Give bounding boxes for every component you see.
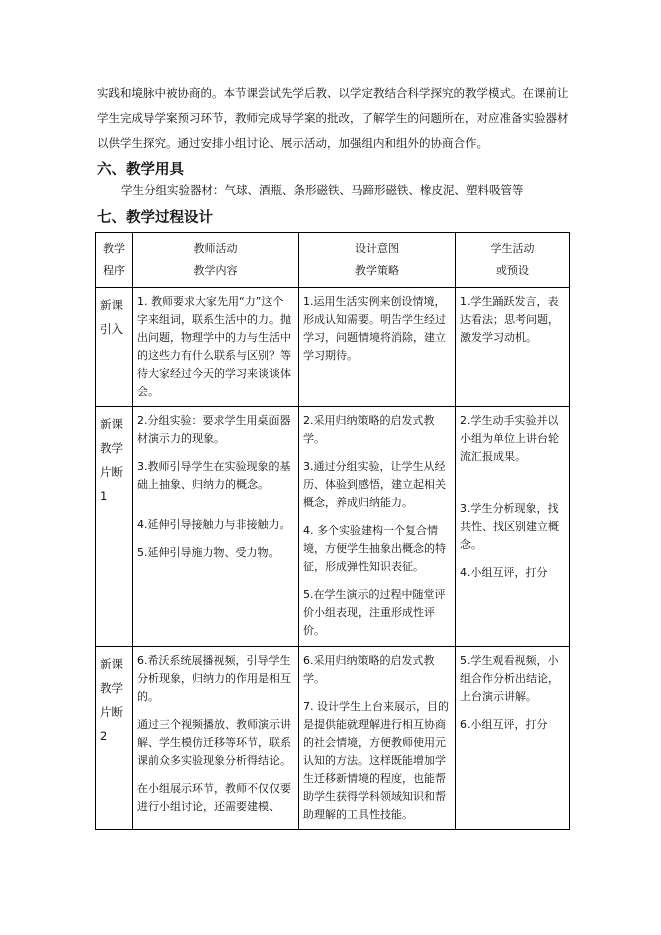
table-row <box>96 407 570 647</box>
design-cell: 6.采用归纳策略的启发式教学。 7. 设计学生上台来展示，目的是提供能就理解进行相互协商的社会情境，方便教师使用元认知的方法。这样既能增加学生迁移新情境的程度，也能帮助学生获得学科领域知识和帮助理解的工具性技能。 <box>299 647 456 830</box>
student-cell: 2.学生动手实验并以小组为单位上讲台轮流汇报成果。 3.学生分析现象，找共性、找区别建立概念。 4.小组互评，打分 <box>456 407 570 647</box>
table-row <box>96 288 570 407</box>
table-row <box>96 647 570 830</box>
section-7-heading: 七、教学过程设计 <box>97 210 213 226</box>
section-6-heading: 六、教学用具 <box>97 162 184 178</box>
lesson-process-table <box>95 232 570 830</box>
header-stage: 教学 程序 <box>96 233 133 288</box>
design-cell: 1.运用生活实例来创设情境，形成认知需要。明告学生经过学习，问题情境将消除，建立学习期待。 <box>299 288 456 407</box>
table-header-row <box>96 233 570 288</box>
intro-paragraph: 实践和境脉中被协商的。本节课尝试先学后教、以学定教结合科学探究的教学模式。在课前让学生完成导学案预习环节，教师完成导学案的批改，了解学生的问题所在，对应准备实验器材以供学生探究。通过安排小组讨论、展示活动，加强组内和组外的协商合作。 <box>97 86 569 150</box>
stage-cell: 新课 教学 片断 2 <box>96 647 133 830</box>
student-cell: 5.学生观看视频，小组合作分析出结论，上台演示讲解。 6.小组互评，打分 <box>456 647 570 830</box>
teacher-cell: 2.分组实验：要求学生用桌面器材演示力的现象。 3.教师引导学生在实验现象的基础上抽象、归纳力的概念。 4.延伸引导接触力与非接触力。 5.延伸引导施力物、受力物。 <box>133 407 299 647</box>
teacher-cell: 6.希沃系统展播视频，引导学生分析现象，归纳力的作用是相互的。 通过三个视频播放、教师演示讲解、学生模仿迁移等环节，联系课前众多实验现象分析得结论。 在小组展示环节，教师不仅仅要进行小组讨论，还需要建模、 <box>133 647 299 830</box>
header-student: 学生活动 或预设 <box>456 233 570 288</box>
teacher-cell: 1. 教师要求大家先用“力”这个字来组词，联系生活中的力。抛出问题，物理学中的力与生活中的这些力有什么联系与区别？等待大家经过今天的学习来谈谈体会。 <box>133 288 299 407</box>
student-cell: 1.学生踊跃发言，表达看法；思考问题，激发学习动机。 <box>456 288 570 407</box>
design-cell: 2.采用归纳策略的启发式教学。 3.通过分组实验，让学生从经历、体验到感悟，建立起相关概念，养成归纳能力。 4. 多个实验建构一个复合情境，方便学生抽象出概念的特征，形成弹性知识表征。 5.在学生演示的过程中随堂评价小组表现，注重形成性评价。 <box>299 407 456 647</box>
header-teacher: 教师活动 教学内容 <box>133 233 299 288</box>
stage-cell: 新课 教学 片断 1 <box>96 407 133 647</box>
materials-line: 学生分组实验器材：气球、酒瓶、条形磁铁、马蹄形磁铁、橡皮泥、塑料吸管等 <box>121 183 524 197</box>
stage-cell: 新课 引入 <box>96 288 133 407</box>
header-design: 设计意图 教学策略 <box>299 233 456 288</box>
